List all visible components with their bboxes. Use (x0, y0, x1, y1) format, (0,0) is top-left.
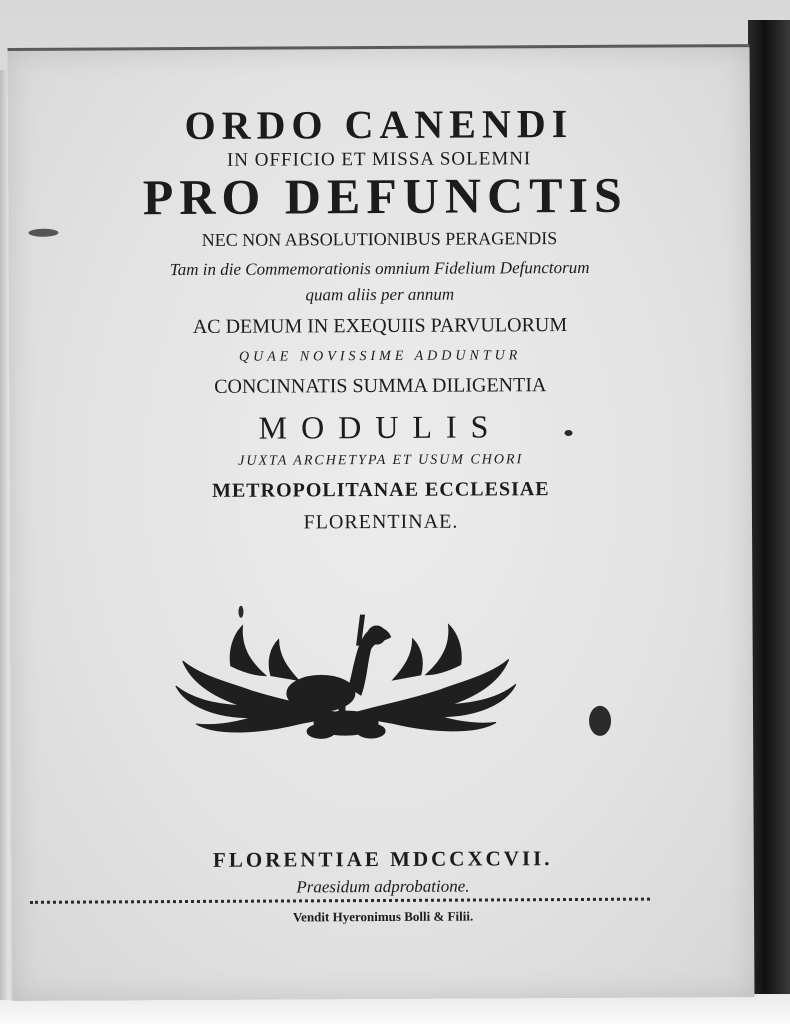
ink-stain (589, 706, 611, 736)
title-page (8, 44, 755, 1001)
subtitle-quae-novissime: QUAE NOVISSIME ADDUNTUR (238, 348, 522, 365)
imprint-seller: Vendit Hyeronimus Bolli & Filii. (292, 908, 474, 925)
subtitle-quam-aliis: quam aliis per annum (305, 284, 455, 305)
lamb-fleuron-icon (170, 604, 521, 746)
subtitle-in-officio: IN OFFICIO ET MISSA SOLEMNI (226, 148, 532, 171)
subtitle-ac-demum: AC DEMUM IN EXEQUIIS PARVULORUM (192, 314, 568, 338)
subtitle-nec-non: NEC NON ABSOLUTIONIBUS PERAGENDIS (201, 228, 558, 250)
title-ordo-canendi: ORDO CANENDI (184, 100, 574, 149)
subtitle-tam-in-die: Tam in die Commemorationis omnium Fidelium Defunctorum (169, 257, 590, 280)
subtitle-juxta-archetypa: JUXTA ARCHETYPA ET USUM CHORI (238, 452, 524, 469)
title-modulis: MODULIS (258, 408, 503, 446)
subtitle-concinnatis: CONCINNATIS SUMMA DILIGENTIA (214, 374, 547, 398)
subtitle-metropolitanae: METROPOLITANAE ECCLESIAE (211, 478, 550, 502)
dotted-rule (30, 898, 650, 908)
subtitle-florentinae: FLORENTINAE. (303, 510, 459, 534)
ink-speck (238, 606, 243, 618)
imprint-approbation: Praesidum adprobatione. (296, 876, 470, 897)
title-pro-defunctis: PRO DEFUNCTIS (142, 166, 628, 226)
imprint-place-date: FLORENTIAE MDCCXCVII. (212, 846, 553, 872)
ink-speck (565, 430, 573, 436)
